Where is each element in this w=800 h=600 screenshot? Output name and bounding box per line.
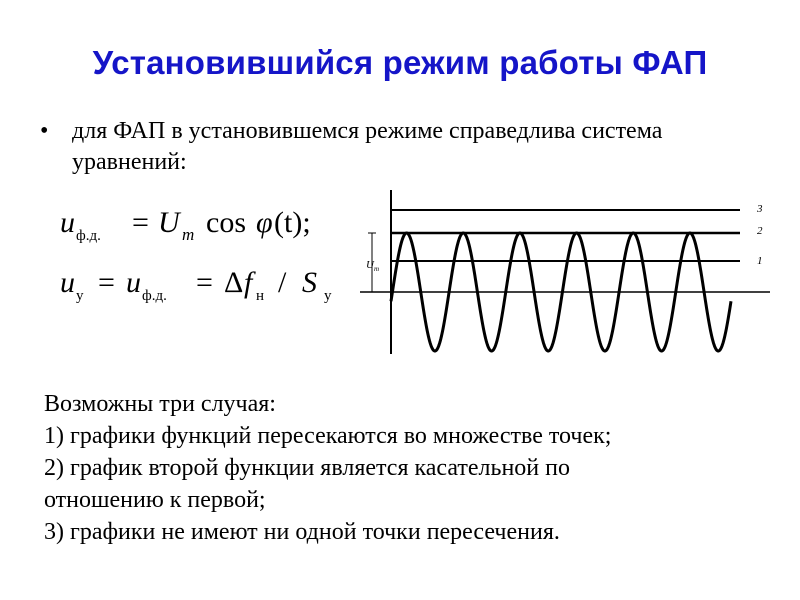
eq1-u-sub: ф.д.: [76, 228, 101, 244]
eq1-U: U: [158, 206, 180, 239]
cases-line-1: Возможны три случая:: [44, 391, 276, 417]
eq2-u2: u: [126, 266, 141, 299]
eq1-cos: cos: [206, 206, 246, 239]
um-label: $U_m$: [366, 259, 380, 273]
equation-2: [60, 266, 332, 304]
eq2-u-sub: у: [76, 288, 84, 304]
eq1-u: u: [60, 206, 75, 239]
line-label-2: 2: [757, 225, 763, 237]
cases-line-3: 2) график второй функции является касательной по: [44, 455, 570, 481]
phase-characteristic-graph: [360, 188, 770, 356]
cases-line-2: 1) графики функций пересекаются во множестве точек;: [44, 423, 612, 449]
slide-title: Установившийся режим работы ФАП: [92, 44, 708, 81]
eq2-delta: Δ: [224, 266, 244, 299]
eq2-S-sub: у: [324, 288, 332, 304]
eq1-phi: φ: [256, 206, 273, 239]
bullet-dot: •: [40, 118, 49, 144]
equation-system: [60, 196, 350, 316]
line-label-1: 1: [757, 255, 763, 267]
line-label-3: 3: [757, 203, 763, 215]
cases-line-4: отношению к первой;: [44, 487, 266, 513]
eq2-equals-2: =: [196, 266, 213, 299]
eq1-U-sub: m: [182, 225, 195, 244]
eq2-S: S: [302, 266, 317, 299]
cases-text: [44, 388, 794, 548]
eq1-equals: =: [132, 206, 149, 239]
eq2-u2-sub: ф.д.: [142, 288, 167, 304]
equation-1: [60, 206, 311, 244]
bullet-text: для ФАП в установившемся режиме справедлива система уравнений:: [72, 118, 663, 175]
eq2-f-sub: н: [256, 288, 265, 304]
cases-line-5: 3) графики не имеют ни одной точки пересечения.: [44, 519, 560, 545]
eq1-arg: (t);: [274, 206, 311, 239]
eq2-f: f: [244, 266, 253, 299]
eq2-slash: /: [278, 266, 287, 299]
eq2-u: u: [60, 266, 75, 299]
eq2-equals-1: =: [98, 266, 115, 299]
